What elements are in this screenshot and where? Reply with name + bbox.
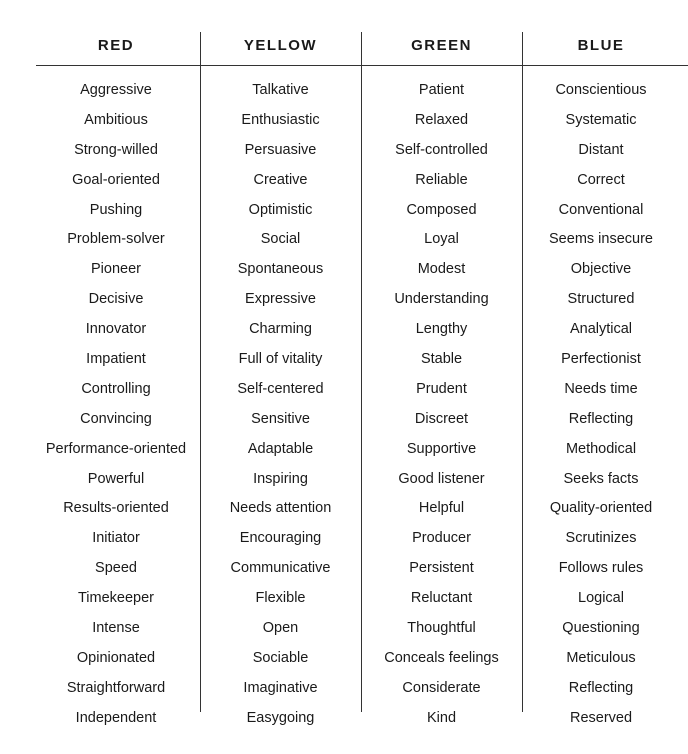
trait-item: Ambitious [84,111,148,128]
trait-item: Strong-willed [74,141,158,158]
trait-item: Performance-oriented [45,440,187,457]
trait-item: Social [260,231,301,248]
trait-item: Initiator [92,530,140,547]
trait-item: Innovator [85,321,147,338]
trait-item: Perfectionist [561,351,641,368]
trait-item: Adaptable [247,440,314,457]
trait-item: Modest [417,261,466,278]
trait-item: Reliable [415,171,468,188]
trait-item: Thoughtful [407,620,476,637]
trait-item: Correct [577,171,625,188]
trait-item: Independent [75,709,157,726]
trait-item: Meticulous [566,649,636,666]
trait-item: Talkative [252,82,309,98]
trait-item: Pushing [89,201,143,218]
column-header-green: GREEN [411,37,472,54]
trait-item: Reflecting [568,410,634,427]
trait-item: Goal-oriented [72,171,160,188]
trait-item: Helpful [418,500,465,517]
trait-item: Analytical [569,321,633,338]
trait-item: Composed [406,201,477,218]
trait-item: Good listener [398,470,485,487]
trait-item: Reflecting [568,679,634,696]
trait-item: Convincing [80,410,152,427]
trait-item: Conscientious [555,82,647,98]
trait-item: Systematic [565,111,637,128]
trait-item: Needs attention [229,500,332,517]
column-green [361,32,522,746]
column-header-blue: BLUE [577,37,625,54]
trait-item: Patient [418,82,465,98]
trait-item: Charming [249,321,312,338]
trait-item: Logical [578,590,624,607]
column-yellow [200,32,361,746]
trait-item: Intense [92,620,140,637]
trait-item: Prudent [416,380,467,397]
trait-item: Stable [420,351,463,368]
trait-item: Open [262,620,299,637]
trait-item: Enthusiastic [241,111,320,128]
trait-item: Communicative [230,560,331,577]
trait-list-green [361,76,522,734]
trait-item: Discreet [414,410,469,427]
trait-item: Producer [412,530,471,547]
trait-item: Sensitive [251,410,310,427]
trait-item: Full of vitality [238,351,323,368]
trait-item: Self-centered [237,380,324,397]
column-header-red: RED [97,37,135,54]
trait-list-blue [522,76,680,734]
column-blue [522,32,680,746]
trait-item: Follows rules [558,560,644,577]
trait-item: Problem-solver [67,231,165,248]
trait-item: Understanding [394,291,489,308]
trait-item: Powerful [87,470,145,487]
trait-item: Questioning [562,620,640,637]
trait-item: Impatient [86,351,146,368]
trait-item: Results-oriented [63,500,169,517]
trait-item: Scrutinizes [565,530,637,547]
trait-list-yellow [200,76,361,734]
trait-item: Timekeeper [77,590,155,607]
trait-item: Inspiring [253,470,308,487]
column-red [32,32,200,746]
trait-item: Reserved [569,709,633,726]
trait-item: Flexible [255,590,306,607]
trait-item: Objective [570,261,632,278]
trait-item: Encouraging [239,530,322,547]
trait-item: Supportive [406,440,477,457]
trait-item: Creative [253,171,308,188]
trait-item: Reluctant [410,590,473,607]
trait-item: Aggressive [80,82,152,98]
trait-item: Considerate [402,679,481,696]
trait-item: Persistent [409,560,474,577]
trait-item: Loyal [424,231,459,248]
trait-item: Optimistic [248,201,313,218]
trait-item: Conceals feelings [384,649,499,666]
trait-item: Distant [578,141,624,158]
trait-list-red [32,76,200,734]
trait-item: Imaginative [243,679,318,696]
trait-item: Lengthy [415,321,468,338]
trait-item: Self-controlled [395,141,488,158]
trait-item: Needs time [564,380,638,397]
trait-item: Decisive [88,291,144,308]
trait-item: Seeks facts [563,470,639,487]
trait-item: Straightforward [66,679,166,696]
trait-item: Kind [426,709,457,726]
trait-item: Opinionated [76,649,156,666]
trait-item: Conventional [558,201,644,218]
trait-item: Pioneer [91,261,141,278]
column-header-yellow: YELLOW [243,37,318,54]
trait-item: Speed [95,560,137,577]
trait-item: Seems insecure [549,231,653,248]
trait-item: Easygoing [246,709,315,726]
trait-item: Methodical [565,440,637,457]
trait-item: Spontaneous [237,261,324,278]
trait-item: Relaxed [414,111,469,128]
trait-item: Controlling [81,380,151,397]
trait-item: Structured [567,291,635,308]
trait-item: Quality-oriented [549,500,653,517]
trait-item: Persuasive [244,141,317,158]
trait-item: Expressive [245,291,316,308]
trait-item: Sociable [252,649,309,666]
